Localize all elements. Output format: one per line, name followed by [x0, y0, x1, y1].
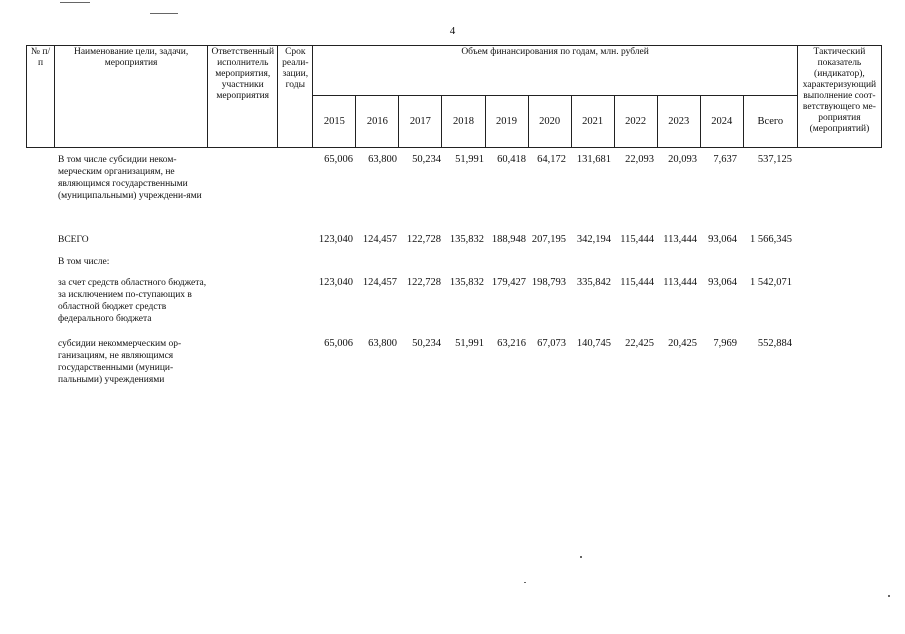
row-year-value: 63,800 — [368, 154, 397, 165]
header-year: 2018 — [442, 96, 485, 148]
row-label: В том числе субсидии неком-мерческим организациям, не являющимся государственными (муниципальными) учреждени-ями — [58, 155, 202, 201]
row-year-value: 51,991 — [455, 338, 484, 349]
row-year-value: 342,194 — [576, 234, 611, 245]
header-year: 2021 — [571, 96, 614, 148]
row-year-value: 115,444 — [620, 277, 654, 288]
header-year: 2024 — [700, 96, 743, 148]
row-total-value: 537,125 — [757, 154, 792, 165]
scan-speck — [150, 13, 178, 14]
row-year-value: 115,444 — [620, 234, 654, 245]
row-year-value: 122,728 — [406, 277, 441, 288]
row-year-value: 63,216 — [497, 338, 526, 349]
row-year-value: 67,073 — [537, 338, 566, 349]
row-year-value: 198,793 — [531, 277, 566, 288]
row-year-value: 60,418 — [497, 154, 526, 165]
header-term: Срок реали-зации, годы — [278, 46, 313, 148]
row-year-value: 131,681 — [576, 154, 611, 165]
header-year: 2016 — [356, 96, 399, 148]
row-year-value: 135,832 — [449, 277, 484, 288]
header-funding: Объем финансирования по годам, млн. рублей — [313, 46, 798, 96]
row-label: В том числе: — [58, 257, 110, 267]
row-year-value: 124,457 — [362, 234, 397, 245]
row-year-value: 140,745 — [576, 338, 611, 349]
row-year-value: 65,006 — [324, 338, 353, 349]
row-year-value: 113,444 — [663, 234, 697, 245]
row-year-value: 51,991 — [455, 154, 484, 165]
row-year-value: 135,832 — [449, 234, 484, 245]
row-year-value: 207,195 — [531, 234, 566, 245]
row-year-value: 50,234 — [412, 154, 441, 165]
row-label: субсидии некоммерческим ор-ганизациям, не являющимся государственными (муници-пальными) учреждениями — [58, 339, 182, 385]
header-year: 2017 — [399, 96, 442, 148]
row-year-value: 113,444 — [663, 277, 697, 288]
header-year: 2022 — [614, 96, 657, 148]
table-header — [26, 45, 882, 148]
row-total-value: 552,884 — [757, 338, 792, 349]
row-year-value: 64,172 — [537, 154, 566, 165]
row-year-value: 20,093 — [668, 154, 697, 165]
scan-speck — [60, 2, 90, 3]
row-year-value: 50,234 — [412, 338, 441, 349]
header-year: 2019 — [485, 96, 528, 148]
row-year-value: 123,040 — [318, 234, 353, 245]
row-year-value: 7,969 — [713, 338, 737, 349]
row-year-value: 124,457 — [362, 277, 397, 288]
row-year-value: 20,425 — [668, 338, 697, 349]
scan-speck — [524, 582, 526, 583]
row-year-value: 122,728 — [406, 234, 441, 245]
row-year-value: 335,842 — [576, 277, 611, 288]
row-year-value: 123,040 — [318, 277, 353, 288]
row-year-value: 93,064 — [708, 277, 737, 288]
header-name: Наименование цели, задачи, мероприятия — [55, 46, 208, 148]
row-year-value: 179,427 — [491, 277, 526, 288]
header-num: № п/п — [27, 46, 55, 148]
row-year-value: 93,064 — [708, 234, 737, 245]
row-year-value: 63,800 — [368, 338, 397, 349]
header-year: 2015 — [313, 96, 356, 148]
row-year-value: 65,006 — [324, 154, 353, 165]
scan-speck — [888, 595, 890, 597]
row-label: ВСЕГО — [58, 235, 89, 245]
row-year-value: 22,093 — [625, 154, 654, 165]
header-executor: Ответственный исполнитель мероприятия, участники мероприятия — [208, 46, 278, 148]
header-total: Всего — [743, 96, 797, 148]
row-total-value: 1 542,071 — [750, 277, 792, 288]
scan-speck — [580, 556, 582, 558]
page-number: 4 — [449, 25, 456, 37]
row-total-value: 1 566,345 — [750, 234, 792, 245]
row-year-value: 188,948 — [491, 234, 526, 245]
row-year-value: 7,637 — [713, 154, 737, 165]
row-year-value: 22,425 — [625, 338, 654, 349]
header-indicator: Тактический показатель (индикатор), характеризующий выполнение соот-ветствующего ме-роприятия (мероприятий) — [797, 46, 881, 148]
row-label: за счет средств областного бюджета, за исключением по-ступающих в областной бюджет средств федерального бюджета — [58, 278, 207, 324]
header-year: 2020 — [528, 96, 571, 148]
header-year: 2023 — [657, 96, 700, 148]
